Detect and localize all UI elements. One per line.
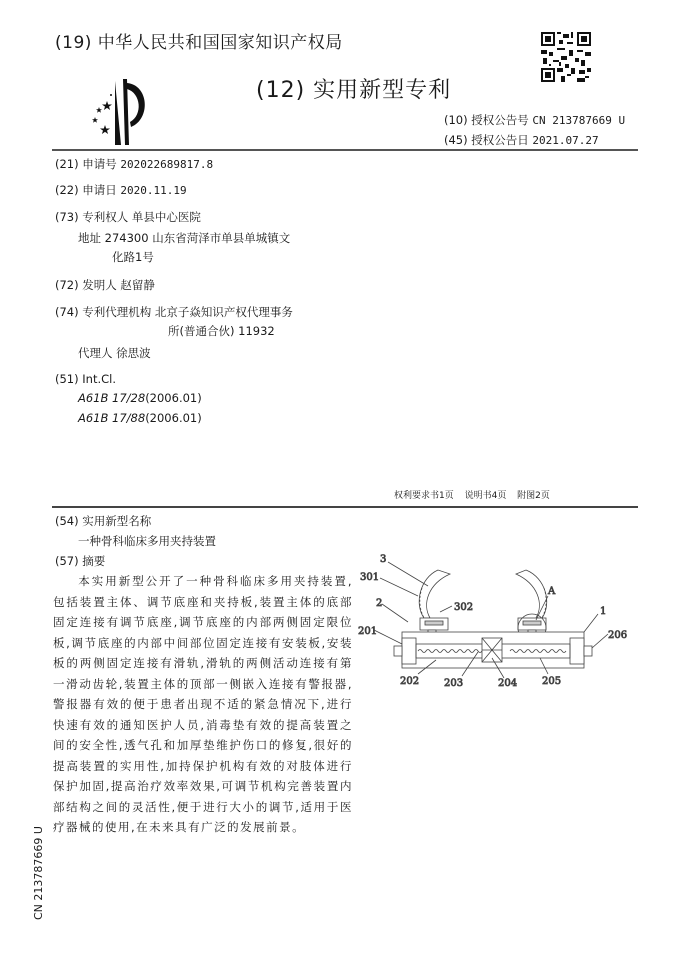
- patentee-value: 单县中心医院: [131, 210, 201, 224]
- publication-number-value: CN 213787669 U: [532, 114, 626, 127]
- header-divider: [52, 149, 638, 151]
- pages-summary: 权利要求书1页 说明书4页 附图2页: [394, 491, 550, 501]
- address-line-1: 274300 山东省菏泽市单县单城镇文: [104, 231, 291, 245]
- ipc-version: (2006.01): [145, 391, 202, 405]
- patentee: [55, 209, 201, 225]
- label-a: A: [548, 586, 556, 597]
- cnipa-logo-icon: [85, 75, 155, 147]
- right-clamp-arm: [516, 570, 547, 618]
- label-1: 1: [600, 606, 607, 617]
- application-date-label: (22) 申请日: [55, 183, 117, 197]
- left-clamp-arm: [419, 570, 450, 618]
- left-knob: [394, 646, 402, 656]
- inventor-label: (72) 发明人: [55, 278, 117, 292]
- application-number-label: (21) 申请号: [55, 157, 117, 171]
- address-line-2: 化路1号: [112, 250, 154, 264]
- label-302: 302: [454, 602, 474, 613]
- abstract-text: 本实用新型公开了一种骨科临床多用夹持装置,包括装置主体、调节底座和夹持板,装置主体的底部固定连接有调节底座,调节底座的内部两侧固定限位板,调节底座的内部中间部位固定连接有安装板,安装板的两侧固定连接有滑轨,滑轨的两侧活动连接有第一滑动齿轮,装置主体的顶部一侧嵌入连接有警报器,警报器有效的便于患者出现不适的紧急情况下,进行快速有效的通知医护人员,消毒垫有效的提高装置之间的安全性,透气孔和加厚垫维护伤口的修复,很好的提高装置的实用性,加持保护机构有效的对肢体进行保护加固,提高治疗效率效果,可调节机构完善装置内部结构之间的灵活性,便于进行大小的调节,适用于医疗器械的使用,在未来具有广泛的发展前景。: [53, 574, 353, 834]
- publication-number-label: (10) 授权公告号: [444, 113, 529, 127]
- document-type: (12) 实用新型专利: [256, 78, 452, 103]
- abstract-label: (57) 摘要: [55, 554, 106, 568]
- inventor-value: 赵留静: [120, 278, 155, 292]
- inventor: [55, 277, 155, 293]
- agent-value: 徐思波: [116, 346, 151, 360]
- application-date: [55, 182, 187, 198]
- agency: [55, 304, 293, 320]
- label-205: 205: [542, 676, 562, 687]
- label-202: 202: [400, 676, 420, 687]
- label-206: 206: [608, 630, 628, 641]
- label-3: 3: [380, 554, 387, 565]
- side-publication-code: CN 213787669 U: [32, 826, 45, 920]
- address-label: 地址: [78, 231, 101, 245]
- application-number: [55, 156, 213, 172]
- label-203: 203: [444, 678, 464, 688]
- ipc-code: A61B 17/28: [78, 391, 146, 405]
- application-number-value: 202022689817.8: [120, 158, 214, 171]
- ipc-entry: [78, 411, 202, 425]
- label-201: 201: [358, 626, 378, 637]
- label-204: 204: [498, 678, 518, 688]
- issuing-office: (19) 中华人民共和国国家知识产权局: [55, 33, 343, 53]
- address: [78, 230, 290, 246]
- publication-date-value: 2021.07.27: [532, 134, 599, 147]
- title-label: (54) 实用新型名称: [55, 514, 152, 528]
- agency-line-1: 北京子焱知识产权代理事务: [154, 305, 293, 319]
- label-301: 301: [360, 572, 380, 583]
- agency-label: (74) 专利代理机构: [55, 305, 152, 319]
- device-drawing: [358, 548, 634, 688]
- agency-line-2: 所(普通合伙) 11932: [168, 324, 275, 338]
- agent-label: 代理人: [78, 346, 113, 360]
- section-divider: [52, 506, 638, 508]
- agent: [78, 345, 151, 361]
- label-2: 2: [376, 598, 383, 609]
- qr-code-icon: [541, 32, 591, 82]
- ipc-code: A61B 17/88: [78, 411, 146, 425]
- utility-model-title: 一种骨科临床多用夹持装置: [78, 534, 216, 548]
- publication-number: [444, 112, 625, 128]
- patentee-label: (73) 专利权人: [55, 210, 129, 224]
- publication-date-label: (45) 授权公告日: [444, 133, 529, 147]
- ipc-version: (2006.01): [145, 411, 202, 425]
- publication-date: [444, 132, 599, 148]
- right-knob: [584, 646, 592, 656]
- ipc-entry: [78, 391, 202, 405]
- application-date-value: 2020.11.19: [120, 184, 187, 197]
- ipc-label: (51) Int.Cl.: [55, 372, 116, 386]
